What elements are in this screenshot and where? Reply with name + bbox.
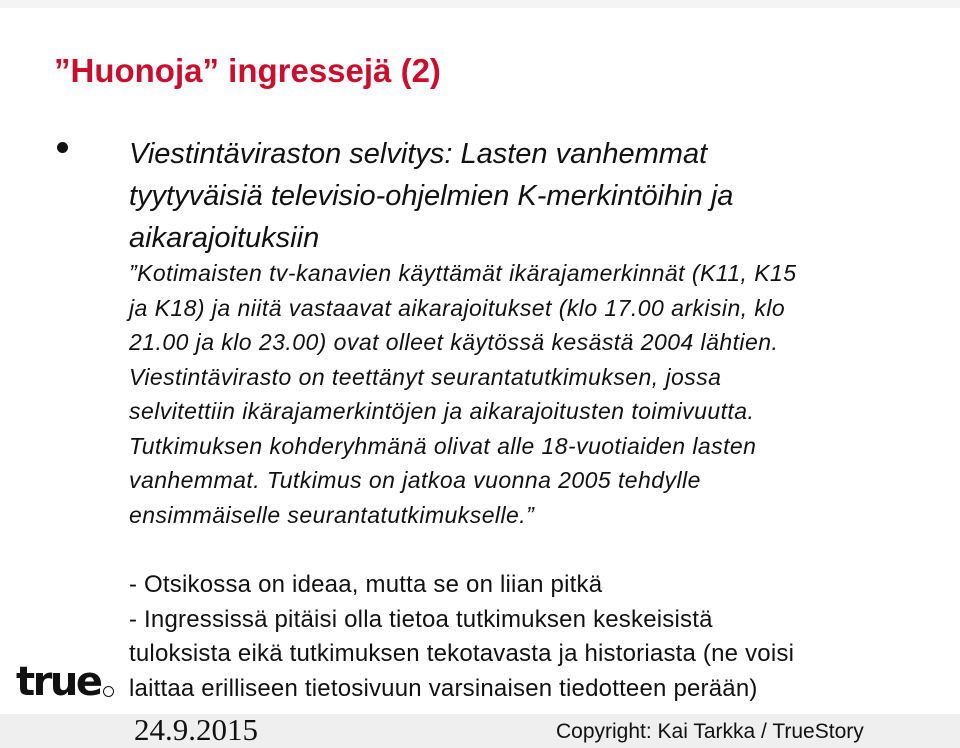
lead-line: ensimmäiselle seurantatutkimukselle.” — [129, 501, 535, 528]
comment-line: tuloksista eikä tutkimuksen tekotavasta ja historiasta (ne voisi — [129, 640, 795, 668]
lead-line: vanhemmat. Tutkimus on jatkoa vuonna 2005 tehdylle — [129, 467, 701, 493]
headline-line: Viestintäviraston selvitys: Lasten vanhemmat — [129, 138, 708, 170]
example-lead — [129, 256, 929, 532]
headline-line: tyytyväisiä televisio-ohjelmien K-merkintöihin ja — [129, 180, 734, 212]
example-headline — [129, 133, 929, 259]
lead-line: Tutkimuksen kohderyhmänä olivat alle 18-vuotiaiden lasten — [129, 432, 757, 459]
bullet-icon — [57, 142, 68, 153]
footer-copyright: Copyright: Kai Tarkka / TrueStory — [556, 720, 864, 743]
comment-line: - Ingressissä pitäisi olla tietoa tutkimuksen keskeisistä — [129, 605, 713, 633]
slide-title: ”Huonoja” ingressejä (2) — [54, 52, 441, 89]
comments — [129, 568, 949, 706]
comment-line: laittaa erilliseen tietosivuun varsinaisen tiedotteen perään) — [129, 674, 758, 702]
lead-line: selvitettiin ikärajamerkintöjen ja aikarajoitusten toimivuutta. — [129, 398, 755, 424]
top-band — [0, 0, 960, 8]
lead-line: Viestintävirasto on teettänyt seurantatutkimuksen, jossa — [129, 363, 722, 390]
comment-line: - Otsikossa on ideaa, mutta se on liian pitkä — [129, 571, 603, 598]
registered-icon — [103, 686, 114, 697]
lead-line: 21.00 ja klo 23.00) ovat olleet käytössä kesästä 2004 lähtien. — [129, 329, 779, 355]
footer-date: 24.9.2015 — [134, 712, 258, 747]
lead-line: ja K18) ja niitä vastaavat aikarajoitukset (klo 17.00 arkisin, klo — [129, 294, 786, 321]
truestory-logo — [16, 660, 114, 704]
headline-line: aikarajoituksiin — [129, 222, 320, 254]
logo-text: true — [16, 659, 101, 705]
lead-line: ”Kotimaisten tv-kanavien käyttämät ikärajamerkinnät (K11, K15 — [129, 260, 797, 286]
